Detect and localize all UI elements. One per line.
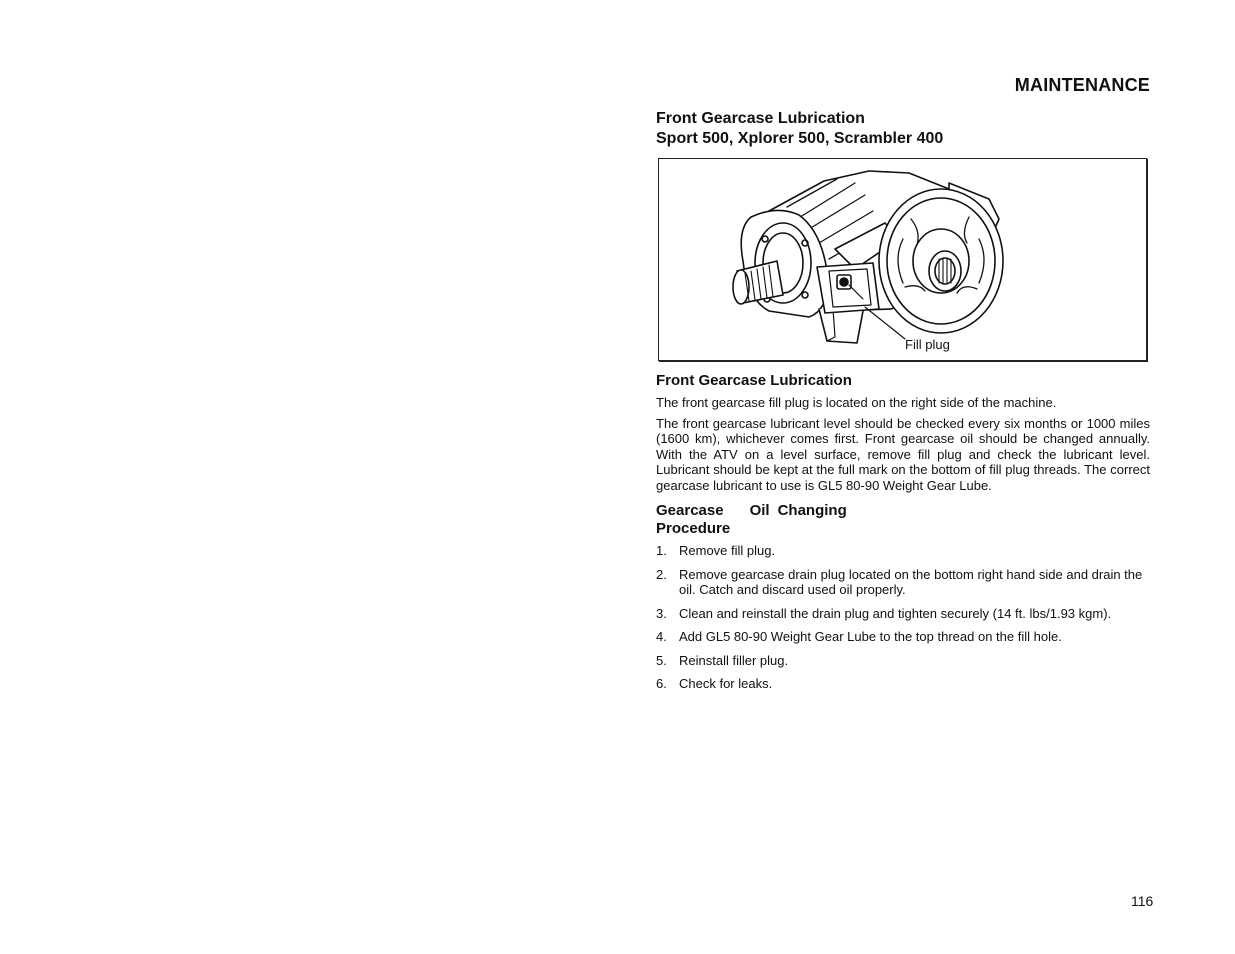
- step-number: 4.: [656, 629, 667, 644]
- page-title: [656, 109, 1150, 149]
- title-line-2: Sport 500, Xplorer 500, Scrambler 400: [656, 130, 944, 147]
- step-text: Reinstall filler plug.: [679, 652, 789, 668]
- step-text: Check for leaks.: [679, 676, 773, 691]
- procedure-steps: [656, 543, 1150, 692]
- lubrication-paragraph-2: The front gearcase lubricant level should be checked every six months or 1000 miles (1600 km), whichever comes first. Front gearcase oil should be changed annually. With the ATV on a level surface, remove fill plug and check the lubricant level. Lubricant should be kept at the full mark on the bottom of fill plug threads. The correct gearcase lubricant to use is GL5 80-90 Weight Gear Lube.: [656, 415, 1150, 493]
- gearcase-illustration: [658, 158, 1147, 361]
- step-text: Add GL5 80-90 Weight Gear Lube to the top thread on the fill hole.: [679, 629, 1062, 644]
- gearcase-drawing: [659, 159, 1146, 360]
- procedure-step: [656, 606, 1150, 622]
- page-number: 116: [1131, 893, 1154, 909]
- lubrication-heading: Front Gearcase Lubrication: [656, 372, 852, 389]
- step-number: 6.: [656, 676, 667, 691]
- step-text: Remove gearcase drain plug located on the bottom right hand side and drain the oil. Catch and discard used oil properly.: [679, 566, 1143, 597]
- content-column: [656, 109, 1150, 700]
- step-text: Clean and reinstall the drain plug and tighten securely (14 ft. lbs/1.93 kgm).: [679, 605, 1112, 621]
- step-number: 2.: [656, 566, 667, 582]
- title-line-1: Front Gearcase Lubrication: [656, 110, 865, 127]
- procedure-heading: [656, 502, 1150, 538]
- procedure-step: [656, 653, 1150, 669]
- procedure-step: [656, 629, 1150, 645]
- lubrication-paragraph-1: The front gearcase fill plug is located on the right side of the machine.: [656, 395, 1057, 410]
- step-number: 1.: [656, 543, 667, 558]
- procedure-heading-word-1: Gearcase: [656, 502, 724, 519]
- step-text: Remove fill plug.: [679, 543, 776, 558]
- procedure-heading-word-2: Oil: [749, 502, 770, 519]
- fill-plug-callout: Fill plug: [905, 337, 950, 352]
- procedure-step: [656, 543, 1150, 559]
- section-header: MAINTENANCE: [1014, 75, 1150, 95]
- step-number: 5.: [656, 652, 667, 668]
- procedure-heading-line-2: Procedure: [656, 520, 731, 537]
- procedure-step: [656, 676, 1150, 692]
- procedure-heading-word-3: Changing: [777, 502, 847, 519]
- step-number: 3.: [656, 605, 667, 621]
- procedure-step: [656, 567, 1150, 598]
